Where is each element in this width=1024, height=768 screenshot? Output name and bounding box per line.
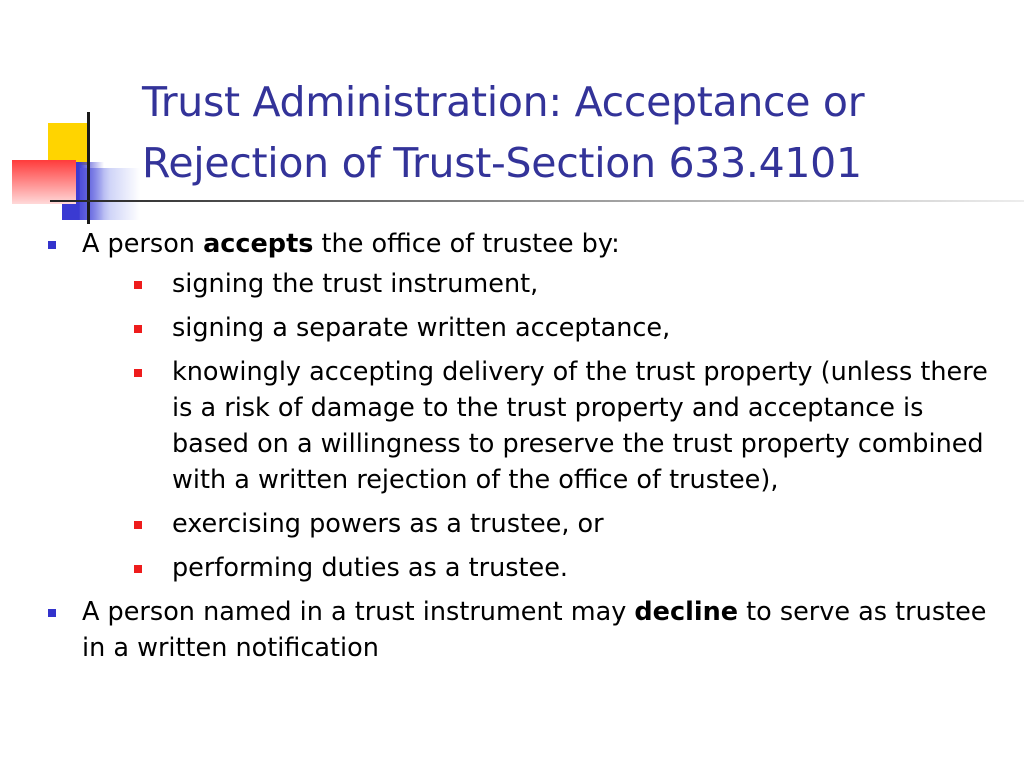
sub-bullet-item [82,506,998,542]
sub-bullet-list [82,266,998,586]
sub-bullet-item [82,550,998,586]
square-bullet-icon [48,609,56,617]
sub-bullet-item [82,310,998,346]
sub-bullet-text: knowingly accepting delivery of the trust property (unless there is a risk of damage to the trust property and acceptance is based on a willingness to preserve the trust property combined with a written rejection of the office of trustee), [172,357,988,495]
sub-bullet-text: performing duties as a trustee. [172,553,569,583]
bullet-text-bold: decline [634,597,739,627]
slide-title: Trust Administration: Acceptance or Rejection of Trust-Section 633.4101 [142,78,865,187]
bullet-text-bold: accepts [203,229,314,259]
bullet-text-after: to serve as trustee in a written notification [82,597,987,663]
bullet-text-before: A person named in a trust instrument may [82,597,635,627]
bullet-text-before: A person [82,229,204,259]
logo-red-square [12,160,76,204]
bullet-item-accepts [48,226,998,586]
square-bullet-icon [134,521,142,529]
title-divider-line [50,200,1024,202]
square-bullet-icon [134,325,142,333]
sub-bullet-text: signing a separate written acceptance, [172,313,671,343]
logo-yellow-square [48,123,90,165]
slide-body [48,226,998,666]
bullet-item-declines [48,594,998,666]
square-bullet-icon [134,565,142,573]
sub-bullet-item [82,354,998,498]
square-bullet-icon [134,369,142,377]
bullet-list [48,226,998,666]
square-bullet-icon [48,241,56,249]
square-bullet-icon [134,281,142,289]
sub-bullet-text: exercising powers as a trustee, or [172,509,604,539]
logo-vertical-line [87,112,90,224]
sub-bullet-item [82,266,998,302]
bullet-text-after: the office of trustee by: [313,229,620,259]
sub-bullet-text: signing the trust instrument, [172,269,539,299]
slide-logo-decoration [0,0,150,240]
